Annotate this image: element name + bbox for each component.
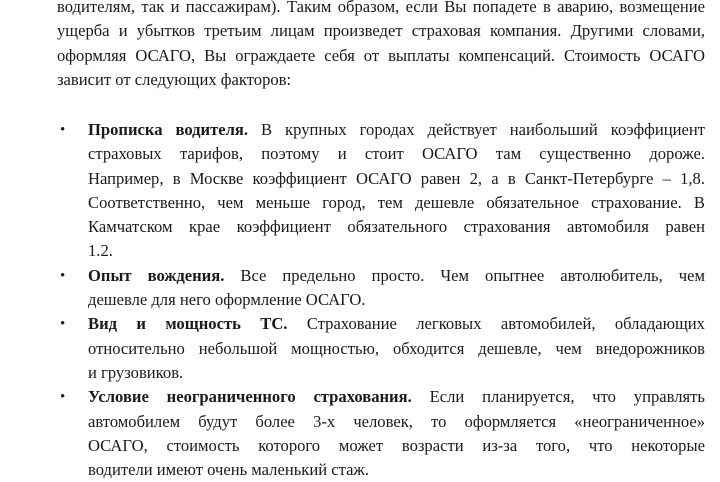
factors-list [57, 118, 705, 482]
item-line: 1.2. [88, 241, 113, 261]
item-line: ОСАГО, стоимость которого может возрасти из-за того, что некоторые [88, 435, 705, 455]
item-first-line [88, 118, 705, 142]
intro-line: оформляя ОСАГО, Вы ограждаете себя от выплаты компенсаций. Стоимость ОСАГО [57, 45, 705, 65]
list-item [57, 385, 705, 482]
item-title: Вид и мощность ТС. [88, 314, 288, 334]
item-line: Камчатском крае коэффициент обязательного страхования автомобиля равен [88, 217, 705, 237]
item-line: Например, в Москве коэффициент ОСАГО равен 2, а в Санкт-Петербурге – 1,8. [88, 168, 705, 188]
bullet-icon: • [60, 267, 66, 284]
item-line: водители имеют очень маленький стаж. [88, 460, 370, 480]
item-text: Все предельно просто. Чем опытнее автолюбитель, чем [240, 265, 705, 285]
list-item [57, 312, 705, 385]
bullet-icon: • [60, 122, 66, 138]
intro-line: ущерба и убытков третьим лицам произведет страховая компания. Другими словами, [57, 21, 705, 41]
item-title: Опыт вождения. [88, 265, 225, 285]
intro-line: водителям, так и пассажирам). Таким образом, если Вы попадете в аварию, возмещение [57, 0, 705, 16]
item-first-line [88, 264, 705, 288]
intro-paragraph [57, 0, 705, 92]
list-item [57, 264, 705, 313]
bullet-icon: • [60, 389, 66, 406]
item-line: автомобилем будут более 3-х человек, то оформляется «неограниченное» [88, 411, 705, 431]
item-line: страховых тарифов, поэтому и стоит ОСАГО там существенно дороже. [88, 144, 705, 164]
item-text: Страхование легковых автомобилей, обладающих [306, 314, 705, 334]
item-line: относительно небольшой мощностью, обходится дешевле, чем внедорожников [88, 338, 705, 358]
item-first-line [88, 312, 705, 336]
list-item [57, 118, 705, 264]
item-first-line [88, 385, 705, 409]
item-line: Соответственно, чем меньше город, тем дешевле обязательное страхование. В [88, 192, 705, 212]
bullet-icon: • [60, 316, 66, 333]
item-text: В крупных городах действует наибольший коэффициент [261, 120, 706, 139]
item-line: дешевле для него оформление ОСАГО. [88, 290, 366, 310]
intro-line: зависит от следующих факторов: [57, 69, 292, 89]
item-line: и грузовиков. [88, 362, 184, 382]
item-title: Прописка водителя. [88, 120, 249, 139]
item-title: Условие неограниченного страхования. [88, 387, 412, 407]
item-text: Если планируется, что управлять [429, 387, 705, 407]
